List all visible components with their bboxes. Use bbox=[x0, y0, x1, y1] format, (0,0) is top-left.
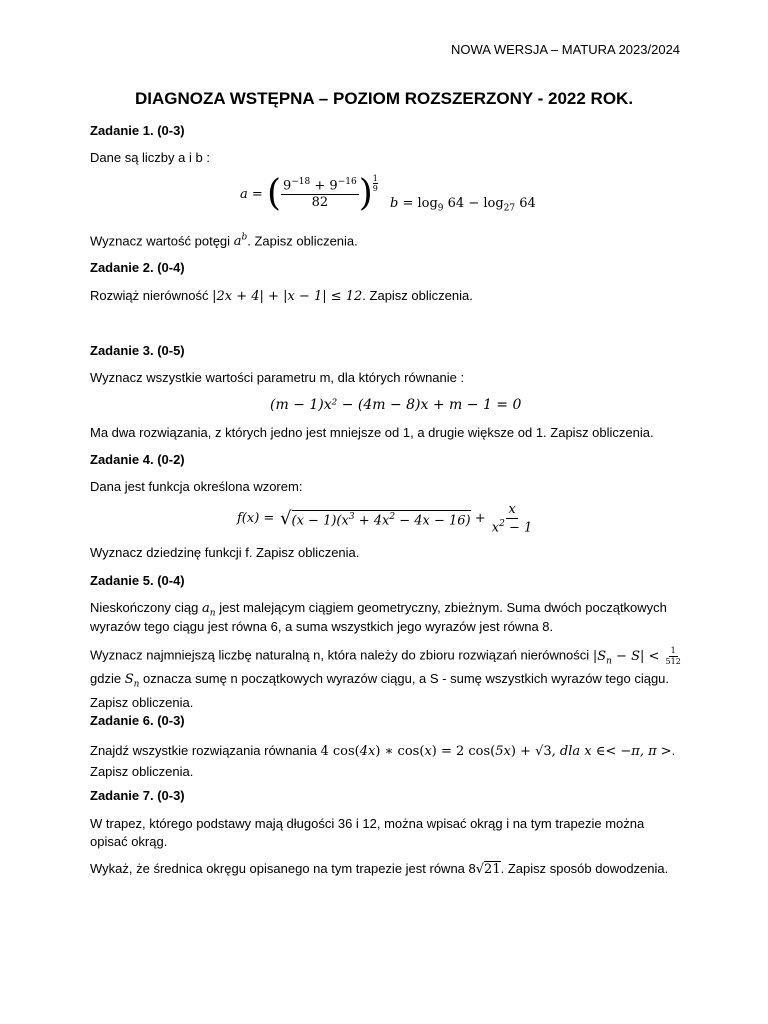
formula-b: $b = \log_9 64 - \log_{27} 64$ bbox=[390, 196, 536, 214]
task7-paragraph1: W trapez, którego podstawy mają długości 36 i 12, można wpisać okrąg i na tym trapezie można opisać okrąg. bbox=[90, 816, 645, 849]
task1-heading: Zadanie 1. (0-3) bbox=[90, 123, 185, 138]
task6-heading: Zadanie 6. (0-3) bbox=[90, 713, 185, 728]
formula-a: a = ( $\frac{9^{-18} + 9^{-16}}{82}$ ) 1 9 bbox=[240, 173, 378, 214]
header-note: NOWA WERSJA – MATURA 2023/2024 bbox=[451, 42, 681, 57]
task4-instruction: Wyznacz dziedzinę funkcji f. Zapisz obliczenia. bbox=[90, 545, 360, 560]
task6-text: Znajdź wszystkie rozwiązania równania 4 cos(4x) ∗ cos(x) = 2 cos(5x) + √3, dla x ∈< −π, π >. Zapisz obliczenia. bbox=[90, 743, 676, 779]
task1-intro: Dane są liczby a i b : bbox=[90, 150, 210, 165]
task3-condition: Ma dwa rozwiązania, z których jedno jest mniejsze od 1, a drugie większe od 1. Zapisz obliczenia. bbox=[90, 425, 654, 440]
task3-heading: Zadanie 3. (0-5) bbox=[90, 343, 185, 358]
task2-text: Rozwiąż nierówność |2x + 4| + |x − 1| ≤ 12. Zapisz obliczenia. bbox=[90, 288, 473, 304]
task3-intro: Wyznacz wszystkie wartości parametru m, dla których równanie : bbox=[90, 370, 465, 385]
page-title: DIAGNOZA WSTĘPNA – POZIOM ROZSZERZONY - 2022 ROK. bbox=[134, 89, 634, 108]
task5-paragraph2: Wyznacz najmniejszą liczbę naturalną n, która należy do zbioru rozwiązań nierówności $|S_n - S|$ < $\frac{1}{512}$ gdzie $S_n$ oznacza sumę n początkowych wyrazów ciągu, a S - sumę wszystkich wyrazów tego ciągu. Zapisz obliczenia. bbox=[90, 646, 681, 710]
task7-heading: Zadanie 7. (0-3) bbox=[90, 788, 185, 803]
task2-heading: Zadanie 2. (0-4) bbox=[90, 260, 185, 275]
task4-heading: Zadanie 4. (0-2) bbox=[90, 452, 185, 467]
task7-paragraph2: Wykaż, że średnica okręgu opisanego na tym trapezie jest równa 8√21. Zapisz sposób dowodzenia. bbox=[90, 861, 669, 877]
task1-instruction: Wyznacz wartość potęgi $a^b$. Zapisz obliczenia. bbox=[90, 233, 358, 250]
task5-paragraph1: Nieskończony ciąg $a_n$ jest malejącym ciągiem geometryczny, zbieżnym. Suma dwóch początkowych wyrazów tego ciągu jest równa 6, a suma wszystkich jego wyrazów jest równa 8. bbox=[90, 600, 667, 634]
task5-heading: Zadanie 5. (0-4) bbox=[90, 573, 185, 588]
task4-intro: Dana jest funkcja określona wzorem: bbox=[90, 479, 303, 494]
task3-equation: (m − 1)x² − (4m − 8)x + m − 1 = 0 bbox=[270, 397, 522, 413]
task4-function: f(x) = √ $(x - 1)(x^3 + 4x^2 - 4x - 16)$ + $\frac{x}{x^2 - 1}$ bbox=[237, 502, 533, 535]
